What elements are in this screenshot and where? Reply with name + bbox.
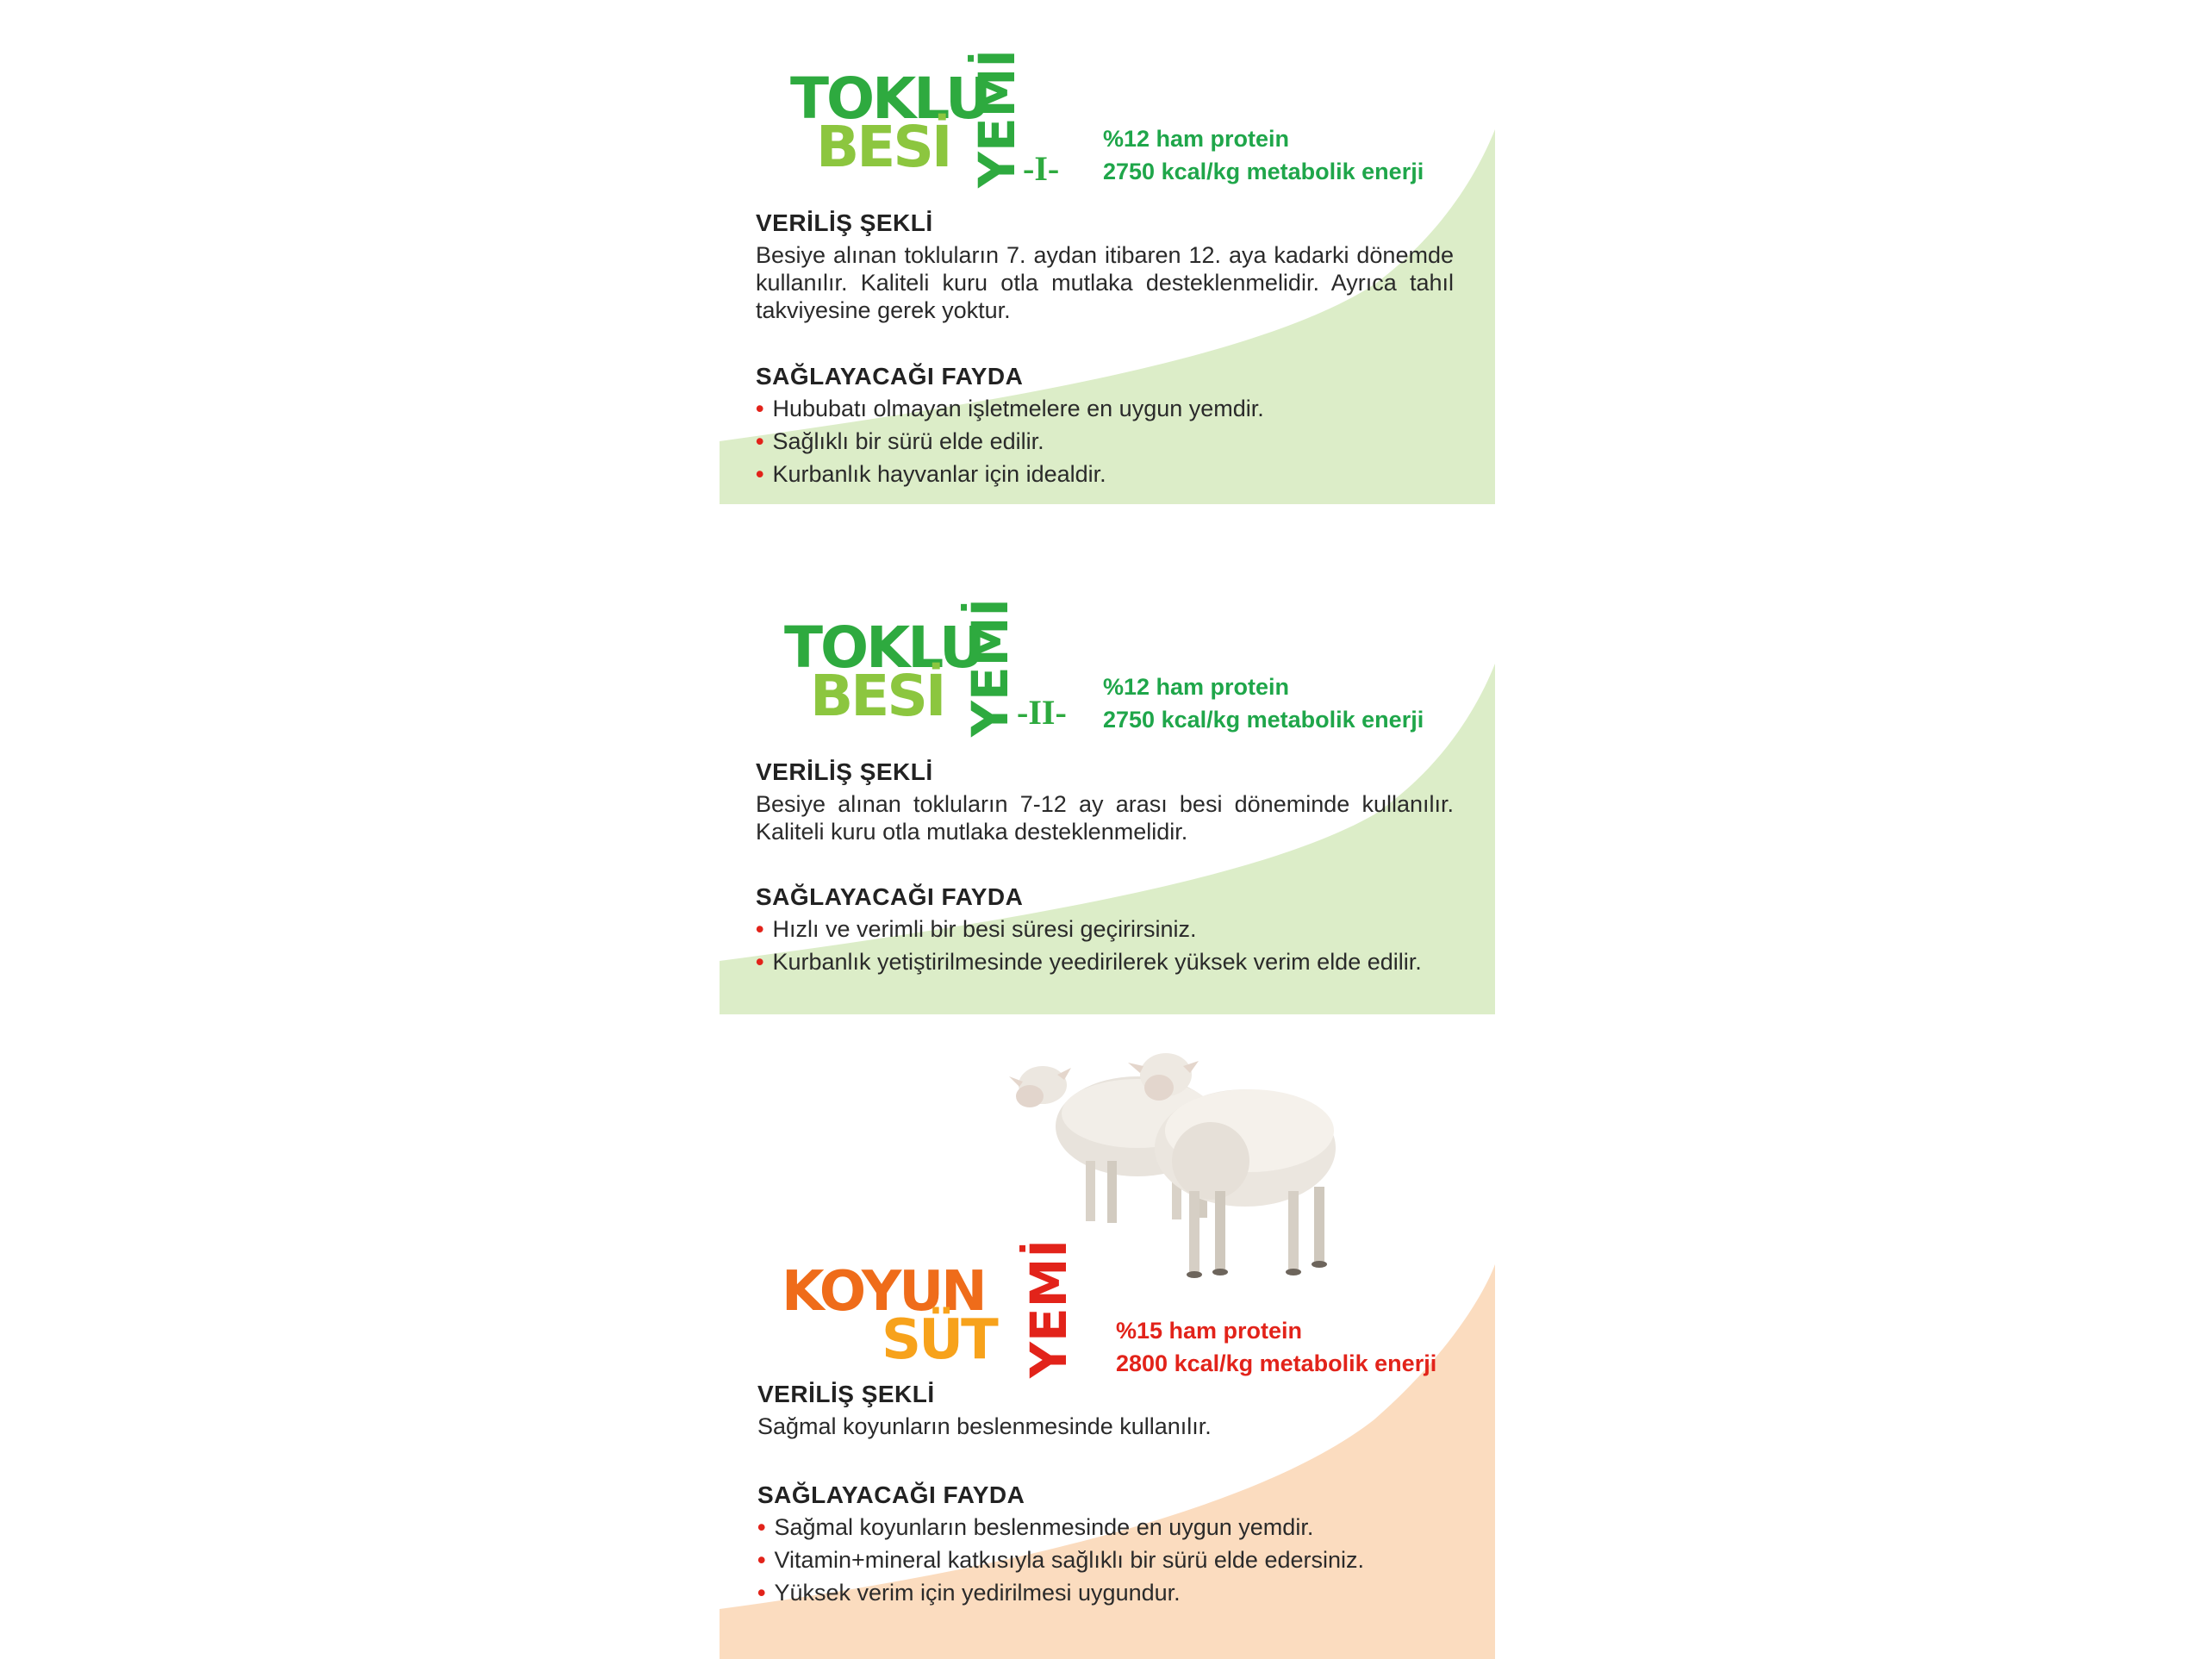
bullet-icon: •	[756, 949, 764, 975]
list-item: • Hububatı olmayan işletmelere en uygun yemdir.	[756, 396, 1264, 421]
logo-word-1: KOYUN	[782, 1260, 985, 1324]
spec-protein: %12 ham protein	[1103, 126, 1290, 152]
bullet-icon: •	[757, 1580, 766, 1606]
product-panel-toklu-besi-2	[720, 582, 1495, 1014]
list-item: • Kurbanlık yetiştirilmesinde yeedirilerek yüksek verim elde edilir.	[756, 949, 1422, 975]
usage-heading: VERİLİŞ ŞEKLİ	[756, 209, 933, 236]
list-item: • Vitamin+mineral katkısıyla sağlıklı bir sürü elde edersiniz.	[757, 1547, 1364, 1573]
usage-text: Sağmal koyunların beslenmesinde kullanılır.	[757, 1413, 1212, 1439]
usage-text: Besiye alınan tokluların 7. aydan itibaren 12. aya kadarki dönemde kullanılır. Kaliteli kuru otla mutlaka desteklenmelidir. Ayrıca tahıl takviyesine gerek yoktur.	[756, 242, 1454, 323]
bullet-icon: •	[756, 461, 764, 487]
benefit-heading: SAĞLAYACAĞI FAYDA	[756, 883, 1024, 910]
logo-word-1: TOKLU	[784, 614, 983, 681]
logo-word-2: BESİ	[810, 663, 944, 729]
product-panel-koyun-sut	[720, 1014, 1495, 1659]
benefit-list	[757, 1513, 1455, 1612]
list-item: • Hızlı ve verimli bir besi süresi geçirirsiniz.	[756, 916, 1197, 942]
variant-suffix: -I-	[1023, 149, 1060, 188]
variant-suffix: -II-	[1017, 693, 1067, 732]
bullet-icon: •	[756, 916, 764, 942]
list-item: • Sağmal koyunların beslenmesinde en uygun yemdir.	[757, 1514, 1314, 1540]
logo-vertical-word: YEMİ	[1019, 1239, 1078, 1378]
list-item: • Kurbanlık hayvanlar için idealdir.	[756, 461, 1106, 487]
brochure-column	[720, 0, 1495, 1659]
bullet-icon: •	[756, 396, 764, 421]
usage-text: Besiye alınan tokluların 7-12 ay arası besi döneminde kullanılır. Kaliteli kuru otla mutlaka desteklenmelidir.	[756, 791, 1454, 845]
list-item: • Yüksek verim için yedirilmesi uygundur.	[757, 1580, 1181, 1606]
usage-heading: VERİLİŞ ŞEKLİ	[756, 758, 933, 785]
logo-word-2: BESİ	[816, 114, 950, 180]
benefit-list	[756, 395, 1454, 493]
logo-word-1: TOKLU	[790, 65, 989, 132]
benefit-heading: SAĞLAYACAĞI FAYDA	[757, 1481, 1025, 1508]
logo-vertical-word: YEMİ	[968, 49, 1026, 188]
bullet-icon: •	[757, 1514, 766, 1540]
spec-energy: 2800 kcal/kg metabolik enerji	[1116, 1350, 1437, 1376]
spec-energy: 2750 kcal/kg metabolik enerji	[1103, 159, 1424, 184]
usage-heading: VERİLİŞ ŞEKLİ	[757, 1381, 935, 1407]
spec-protein: %15 ham protein	[1116, 1318, 1303, 1344]
bullet-icon: •	[757, 1547, 766, 1573]
product-panel-toklu-besi-1	[720, 0, 1495, 504]
benefit-list	[756, 915, 1454, 981]
bullet-icon: •	[756, 428, 764, 454]
logo-word-2: SÜT	[882, 1308, 996, 1372]
spec-protein: %12 ham protein	[1103, 674, 1290, 700]
list-item: • Sağlıklı bir sürü elde edilir.	[756, 428, 1044, 454]
spec-energy: 2750 kcal/kg metabolik enerji	[1103, 707, 1424, 733]
logo-vertical-word: YEMİ	[961, 598, 1019, 737]
benefit-heading: SAĞLAYACAĞI FAYDA	[756, 363, 1024, 390]
